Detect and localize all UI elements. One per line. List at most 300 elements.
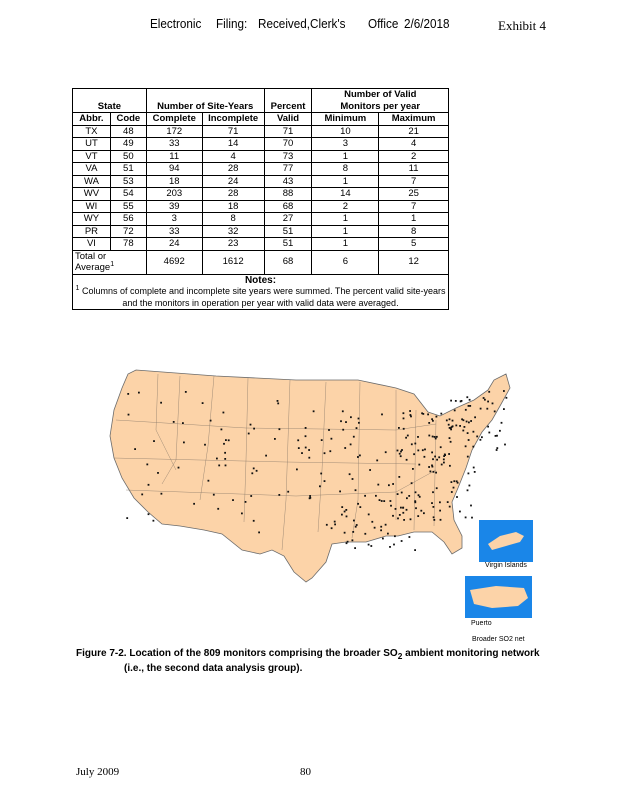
row-complete: 18 [146, 175, 202, 188]
monitor-dot [346, 516, 348, 518]
monitor-dot [204, 444, 206, 446]
row-maximum: 1 [379, 213, 449, 226]
monitor-dot [453, 487, 455, 489]
monitor-dot [298, 447, 300, 449]
row-code: 51 [110, 163, 146, 176]
monitor-dot [141, 494, 143, 496]
monitor-dot [387, 533, 389, 535]
monitor-dot [455, 400, 457, 402]
monitor-dot [462, 430, 464, 432]
row-code: 49 [110, 138, 146, 151]
monitor-dot [368, 544, 370, 546]
puerto-rico-shape [470, 586, 528, 608]
monitor-dot [157, 472, 159, 474]
monitor-dot [450, 400, 452, 402]
monitor-dot [433, 506, 435, 508]
monitor-dot [440, 413, 442, 415]
monitor-dot [465, 445, 467, 447]
monitor-dot [434, 456, 436, 458]
footer-date: July 2009 [76, 766, 120, 778]
monitor-dot [223, 443, 225, 445]
monitor-dot [402, 512, 404, 514]
monitor-dot [436, 416, 438, 418]
monitor-dot [409, 536, 411, 538]
table-body [73, 125, 449, 310]
monitor-dot [436, 487, 438, 489]
row-minimum: 8 [312, 163, 379, 176]
table-row [73, 150, 449, 163]
table-row [73, 175, 449, 188]
us-land [110, 370, 510, 582]
monitor-dot [440, 446, 442, 448]
monitor-dot [380, 526, 382, 528]
monitor-dot [409, 410, 411, 412]
monitor-dot [258, 532, 260, 534]
monitor-dot [501, 422, 503, 424]
monitor-dot [466, 421, 468, 423]
caption-subscript: 2 [397, 651, 403, 661]
monitor-dot [451, 426, 453, 428]
monitor-dot [399, 453, 401, 455]
monitor-dot [173, 421, 175, 423]
monitor-dot [415, 491, 417, 493]
monitor-dot [473, 467, 475, 469]
header-filing: Filing: [216, 16, 248, 31]
monitor-dot [383, 500, 385, 502]
monitor-dot [492, 403, 494, 405]
row-incomplete: 71 [202, 125, 264, 138]
monitor-dot [465, 409, 467, 411]
monitor-location-map [96, 350, 546, 640]
row-maximum: 8 [379, 225, 449, 238]
monitor-dot [305, 447, 307, 449]
monitor-dot [349, 473, 351, 475]
monitor-dot [287, 491, 289, 493]
monitor-dot [324, 452, 326, 454]
notes-row [73, 274, 449, 310]
monitor-dot [436, 436, 438, 438]
monitor-dot [456, 496, 458, 498]
monitor-dot [432, 491, 434, 493]
row-code: 53 [110, 175, 146, 188]
monitor-dot [377, 484, 379, 486]
monitor-dot [422, 449, 424, 451]
monitor-dot [250, 424, 252, 426]
monitor-dot [250, 495, 252, 497]
monitor-dot [369, 469, 371, 471]
monitor-dot [436, 459, 438, 461]
monitor-dot [331, 527, 333, 529]
monitor-dot [469, 399, 471, 401]
monitor-dot [496, 449, 498, 451]
monitor-dot [392, 515, 394, 517]
percent-header: Percent [264, 89, 312, 113]
monitor-dot [435, 438, 437, 440]
monitor-dot [134, 448, 136, 450]
row-abbr: UT [73, 138, 111, 151]
row-valid: 71 [264, 125, 312, 138]
monitor-dot [279, 428, 281, 430]
monitor-dot [407, 435, 409, 437]
network-label: Broader SO2 net [472, 636, 525, 643]
monitor-dot [241, 513, 243, 515]
row-complete: 33 [146, 225, 202, 238]
monitor-dot [397, 493, 399, 495]
monitor-dot [447, 501, 449, 503]
monitor-dot [153, 520, 155, 522]
monitor-dot [341, 514, 343, 516]
monitor-dot [248, 433, 250, 435]
row-valid: 88 [264, 188, 312, 201]
minimum-header: Minimum [312, 113, 379, 126]
monitor-dot [466, 396, 468, 398]
monitor-dot [376, 460, 378, 462]
monitor-dot [463, 419, 465, 421]
monitor-dot [344, 447, 346, 449]
monitor-dot [148, 484, 150, 486]
monitor-dot [494, 411, 496, 413]
monitor-dot [341, 506, 343, 508]
monitor-dot [398, 476, 400, 478]
monitor-dot [224, 458, 226, 460]
monitor-dot [182, 422, 184, 424]
monitor-dot [433, 516, 435, 518]
monitor-dot [232, 499, 234, 501]
monitor-dot [274, 438, 276, 440]
monitor-dot [357, 503, 359, 505]
monitor-dot [474, 471, 476, 473]
notes-label: Notes: [244, 274, 277, 286]
row-code: 54 [110, 188, 146, 201]
monitor-dot [459, 425, 461, 427]
monitor-dot [467, 489, 469, 491]
caption-line2: (i.e., the second data analysis group). [124, 662, 303, 674]
row-code: 48 [110, 125, 146, 138]
row-maximum: 5 [379, 238, 449, 251]
row-maximum: 25 [379, 188, 449, 201]
caption-line1a: Figure 7-2. Location of the 809 monitors comprising the broader SO [76, 648, 398, 659]
monitor-dot [481, 436, 483, 438]
figure-caption [76, 648, 556, 675]
monitor-dot [355, 489, 357, 491]
site-years-header: Number of Site-Years [146, 89, 264, 113]
monitor-dot [446, 420, 448, 422]
monitor-dot [406, 497, 408, 499]
row-incomplete: 4 [202, 150, 264, 163]
monitor-dot [496, 447, 498, 449]
row-complete: 3 [146, 213, 202, 226]
monitor-dot [342, 429, 344, 431]
monitor-dot [256, 470, 258, 472]
incomplete-header: Incomplete [202, 113, 264, 126]
monitor-dot [434, 436, 436, 438]
monitor-dot [453, 480, 455, 482]
monitor-dot [484, 399, 486, 401]
monitor-dot [277, 400, 279, 402]
header-electronic: Electronic [150, 16, 202, 31]
monitor-dot [364, 533, 366, 535]
monitor-dot [213, 494, 215, 496]
row-minimum: 1 [312, 225, 379, 238]
monitor-dot [431, 502, 433, 504]
monitor-dot [385, 451, 387, 453]
monitor-dot [480, 439, 482, 441]
total-incomplete: 1612 [202, 250, 264, 274]
row-abbr: VT [73, 150, 111, 163]
monitor-dot [444, 454, 446, 456]
monitor-dot [217, 508, 219, 510]
row-complete: 172 [146, 125, 202, 138]
monitor-dot [223, 412, 225, 414]
row-valid: 70 [264, 138, 312, 151]
monitor-dot [403, 412, 405, 414]
table-row [73, 213, 449, 226]
row-code: 72 [110, 225, 146, 238]
row-maximum: 7 [379, 175, 449, 188]
row-minimum: 2 [312, 200, 379, 213]
monitor-dot [342, 410, 344, 412]
monitor-dot [467, 456, 469, 458]
monitor-dot [183, 442, 185, 444]
monitor-dot [353, 436, 355, 438]
monitor-dot [438, 456, 440, 458]
row-abbr: VI [73, 238, 111, 251]
monitor-dot [352, 478, 354, 480]
monitor-dot [417, 436, 419, 438]
row-minimum: 10 [312, 125, 379, 138]
row-abbr: WI [73, 200, 111, 213]
monitor-dot [251, 472, 253, 474]
monitor-dot [352, 539, 354, 541]
monitor-dot [395, 508, 397, 510]
monitor-dot [379, 499, 381, 501]
monitor-dot [146, 464, 148, 466]
monitor-dot [427, 414, 429, 416]
row-code: 55 [110, 200, 146, 213]
monitor-dot [301, 452, 303, 454]
monitor-dot [374, 527, 376, 529]
monitor-dot [127, 393, 129, 395]
monitor-dot [253, 520, 255, 522]
monitor-dot [431, 452, 433, 454]
monitor-dot [451, 481, 453, 483]
monitor-dot [459, 511, 461, 513]
monitor-dot [415, 507, 417, 509]
row-minimum: 1 [312, 150, 379, 163]
monitor-dot [265, 455, 267, 457]
row-maximum: 7 [379, 200, 449, 213]
monitor-dot [443, 459, 445, 461]
valid-monitors-line2: Monitors per year [340, 100, 421, 112]
monitor-dot [344, 532, 346, 534]
valid-header: Valid [264, 113, 312, 126]
monitor-dot [364, 495, 366, 497]
monitor-dot [224, 452, 226, 454]
total-row [73, 250, 449, 274]
monitor-dot [400, 507, 402, 509]
monitor-dot [487, 426, 489, 428]
row-complete: 11 [146, 150, 202, 163]
monitor-dot [451, 491, 453, 493]
monitor-dot [499, 430, 501, 432]
valid-monitors-line1: Number of Valid [344, 89, 417, 100]
monitor-dot [359, 506, 361, 508]
monitor-dot [473, 431, 475, 433]
row-minimum: 1 [312, 238, 379, 251]
monitor-dot [397, 518, 399, 520]
monitor-dot [419, 496, 421, 498]
monitor-dot [370, 545, 372, 547]
monitor-dot [350, 444, 352, 446]
monitor-dot [326, 524, 328, 526]
monitor-dot [449, 506, 451, 508]
monitor-dot [382, 538, 384, 540]
monitor-dot [432, 420, 434, 422]
monitor-dot [402, 507, 404, 509]
monitor-dot [368, 514, 370, 516]
page-number: 80 [300, 766, 311, 778]
monitor-dot [356, 524, 358, 526]
monitor-dot [503, 390, 505, 392]
header-date: 2/6/2018 [404, 16, 450, 31]
monitor-dot [471, 517, 473, 519]
monitor-dot [359, 455, 361, 457]
table-row [73, 138, 449, 151]
monitor-dot [439, 501, 441, 503]
row-minimum: 1 [312, 213, 379, 226]
table-row [73, 188, 449, 201]
monitor-dot [394, 535, 396, 537]
monitor-dot [350, 416, 352, 418]
monitor-dot [225, 439, 227, 441]
total-label-line2: Average [75, 262, 111, 273]
monitor-dot [454, 410, 456, 412]
monitor-dot [228, 439, 230, 441]
row-maximum: 4 [379, 138, 449, 151]
monitor-dot [334, 521, 336, 523]
monitor-dot [385, 524, 387, 526]
monitor-dot [345, 421, 347, 423]
monitor-dot [469, 405, 471, 407]
monitor-dot [433, 471, 435, 473]
monitor-dot [503, 408, 505, 410]
monitor-dot [305, 435, 307, 437]
monitor-dot [488, 391, 490, 393]
row-complete: 24 [146, 238, 202, 251]
table-row [73, 125, 449, 138]
monitor-dot [408, 495, 410, 497]
monitor-dot [448, 424, 450, 426]
row-maximum: 21 [379, 125, 449, 138]
total-maximum: 12 [379, 250, 449, 274]
monitor-dot [128, 414, 130, 416]
monitor-dot [355, 526, 357, 528]
monitor-dot [390, 505, 392, 507]
row-incomplete: 18 [202, 200, 264, 213]
monitor-dot [464, 426, 466, 428]
puerto-rico-label: Puerto [471, 620, 492, 627]
monitor-dot [418, 464, 420, 466]
table-row [73, 238, 449, 251]
monitor-dot [418, 494, 420, 496]
monitor-dot [439, 510, 441, 512]
monitor-dot [441, 464, 443, 466]
monitor-dot [354, 547, 356, 549]
monitor-dot [225, 465, 227, 467]
row-valid: 73 [264, 150, 312, 163]
monitor-dot [345, 509, 347, 511]
monitor-dot [470, 420, 472, 422]
monitor-dot [476, 436, 478, 438]
monitor-dot [308, 449, 310, 451]
state-header: State [73, 89, 147, 113]
notes-cell [73, 274, 449, 310]
row-complete: 203 [146, 188, 202, 201]
monitor-dot [339, 491, 341, 493]
monitor-dot [420, 510, 422, 512]
monitor-dot [392, 483, 394, 485]
monitor-dot [423, 512, 425, 514]
row-maximum: 11 [379, 163, 449, 176]
monitor-dot [401, 540, 403, 542]
monitor-dot [424, 449, 426, 451]
row-code: 56 [110, 213, 146, 226]
monitor-dot [371, 521, 373, 523]
monitor-dot [253, 468, 255, 470]
row-minimum: 3 [312, 138, 379, 151]
monitor-dot [193, 503, 195, 505]
monitor-dot [381, 414, 383, 416]
virgin-islands-label: Virgin Islands [485, 562, 527, 569]
monitor-dot [347, 541, 349, 543]
monitor-dot [452, 420, 454, 422]
monitor-dot [486, 408, 488, 410]
monitor-dot [406, 509, 408, 511]
monitor-dot [221, 429, 223, 431]
monitor-dot [329, 450, 331, 452]
monitor-dot [352, 531, 354, 533]
monitor-dot [400, 455, 402, 457]
monitor-dot [389, 546, 391, 548]
row-abbr: WY [73, 213, 111, 226]
monitor-dot [468, 405, 470, 407]
row-complete: 33 [146, 138, 202, 151]
monitor-dot [468, 422, 470, 424]
header-received: Received,Clerk's [258, 16, 346, 31]
monitor-dot [218, 465, 220, 467]
row-valid: 27 [264, 213, 312, 226]
monitor-dot [465, 517, 467, 519]
monitor-dot [160, 402, 162, 404]
code-header: Code [110, 113, 146, 126]
monitor-dot [331, 438, 333, 440]
total-label-line1: Total or [75, 250, 107, 262]
monitor-dot [432, 458, 434, 460]
monitor-dot [474, 416, 476, 418]
monitor-dot [450, 429, 452, 431]
total-complete: 4692 [146, 250, 202, 274]
monitor-dot [414, 443, 416, 445]
monitor-dot [435, 472, 437, 474]
monitor-dot [340, 420, 342, 422]
monitor-dot [431, 465, 433, 467]
monitor-dot [428, 466, 430, 468]
monitor-dot [375, 495, 377, 497]
site-years-table [72, 88, 449, 310]
row-incomplete: 32 [202, 225, 264, 238]
monitor-dot [305, 427, 307, 429]
monitor-dot [216, 458, 218, 460]
